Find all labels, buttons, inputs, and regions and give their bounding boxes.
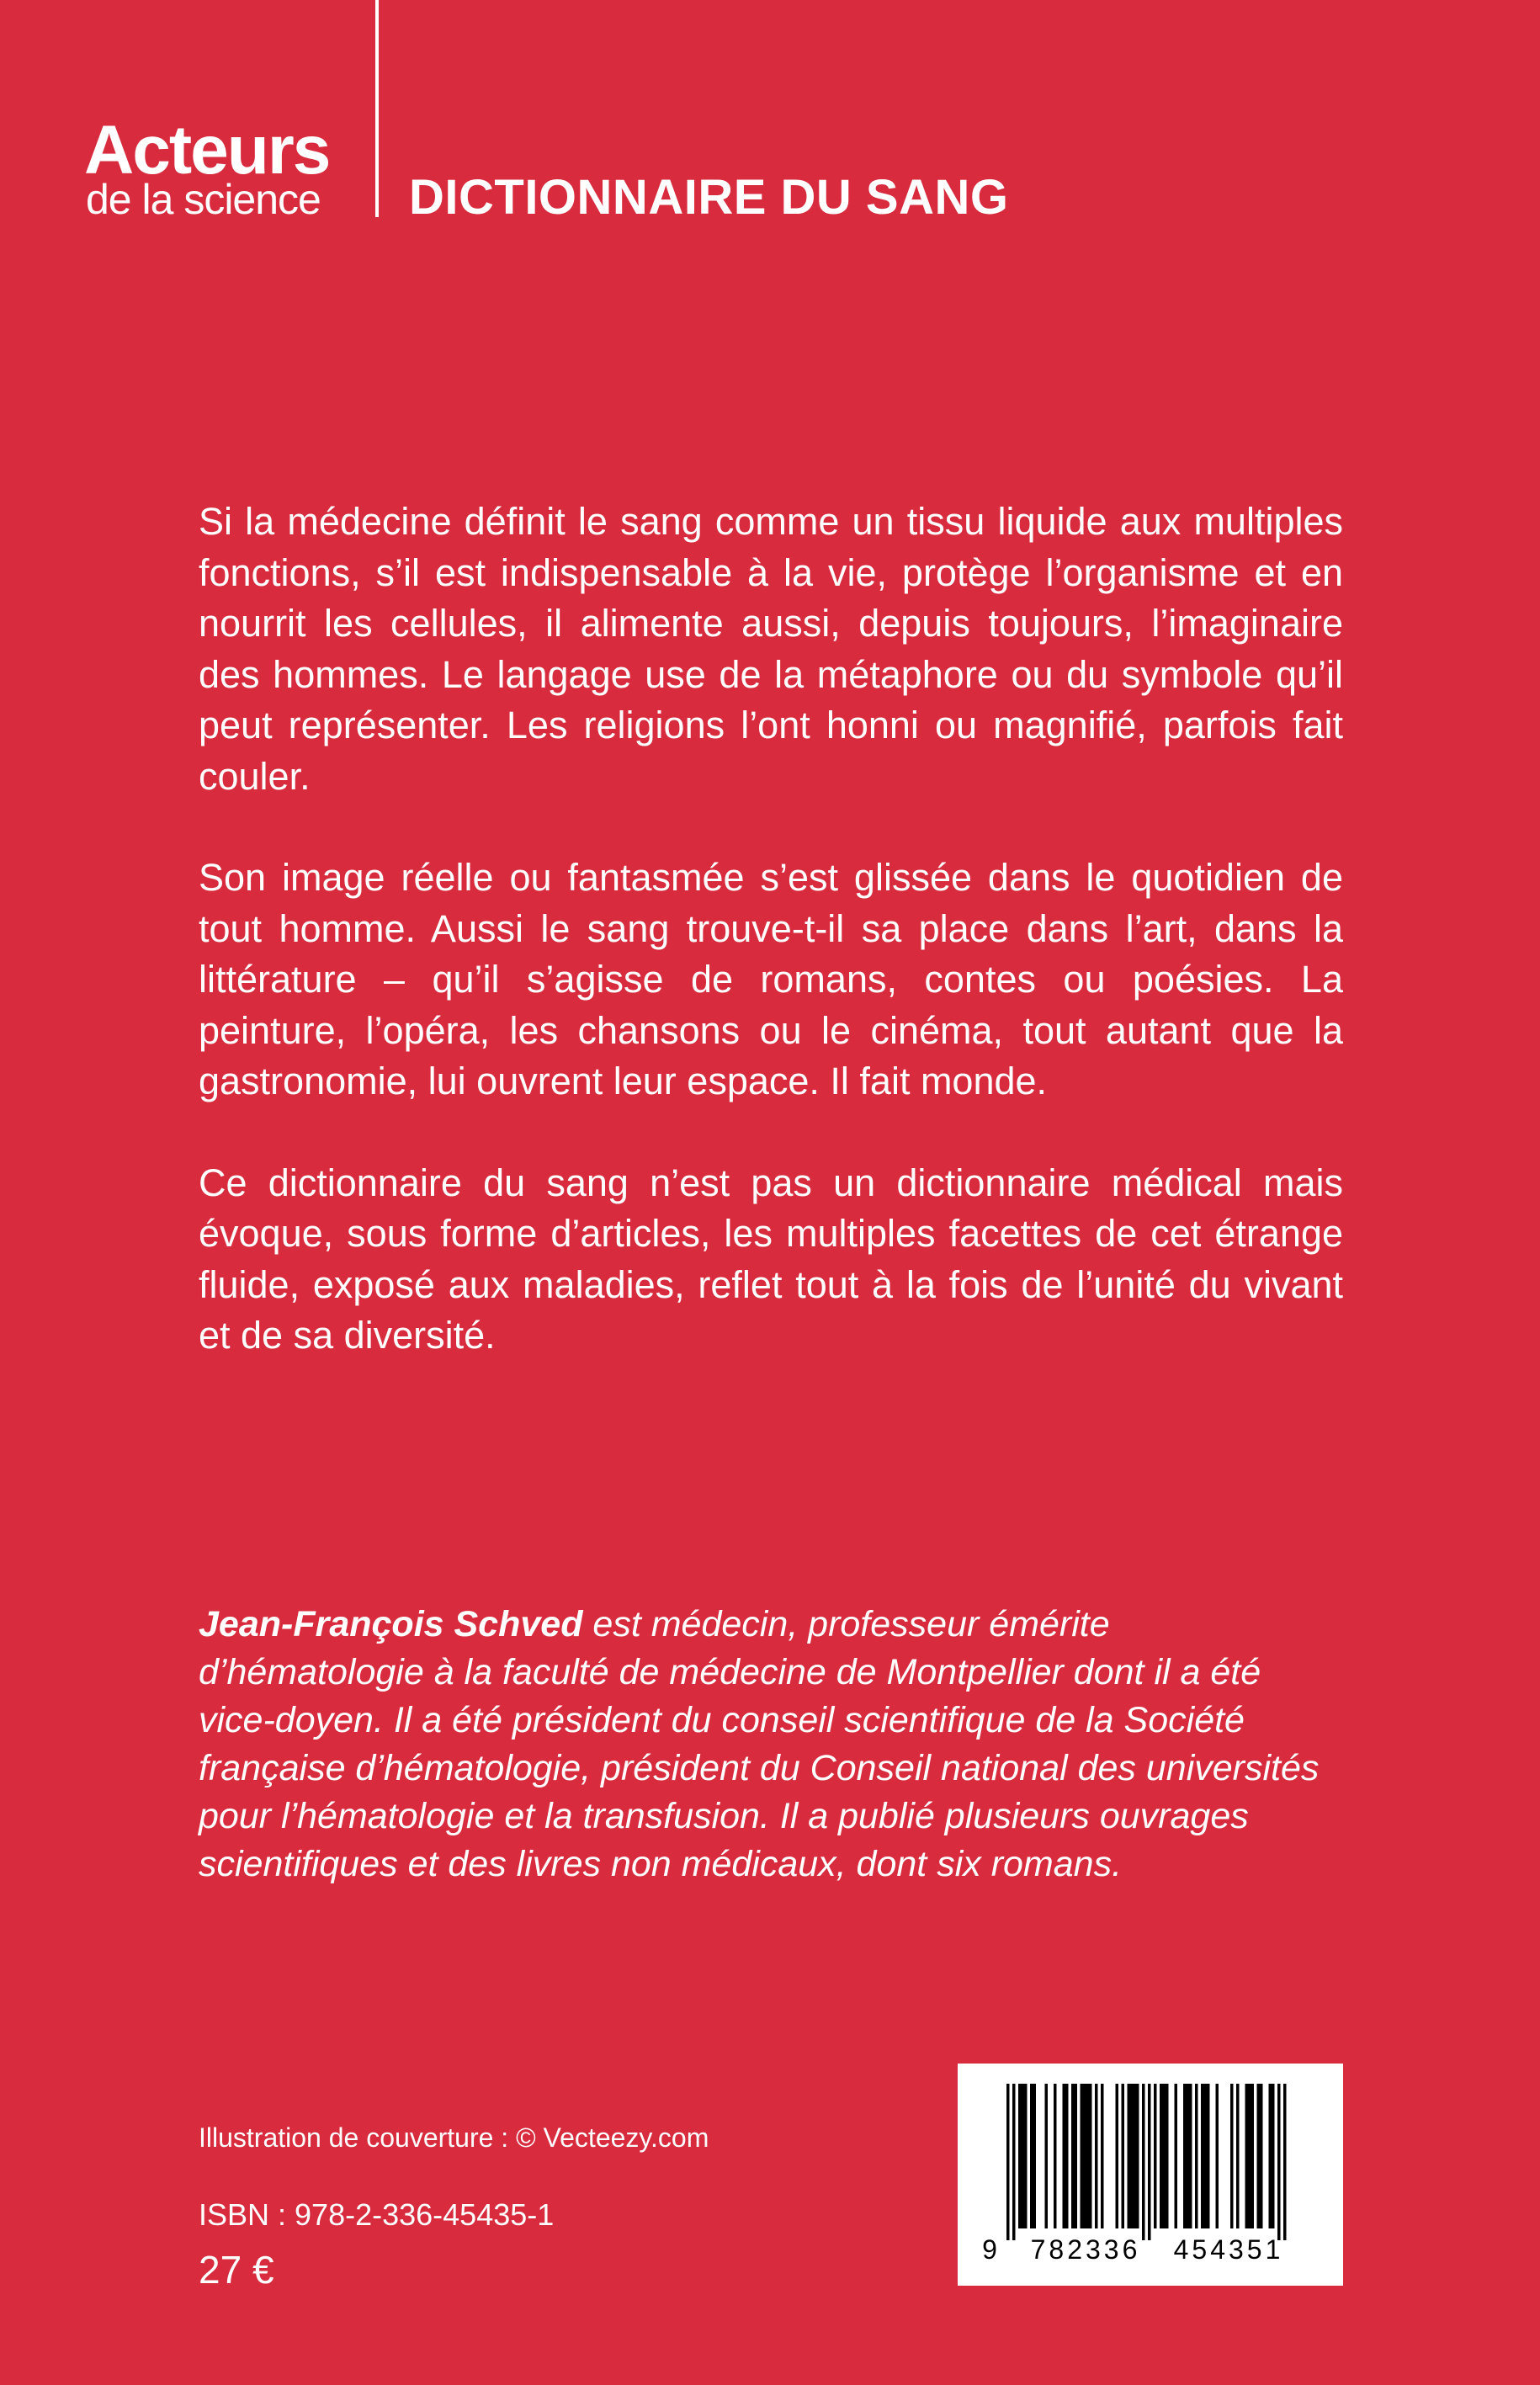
barcode-bar — [1065, 2084, 1069, 2228]
barcode-digits-right: 454351 — [1173, 2234, 1284, 2265]
barcode-bar — [1251, 2084, 1255, 2228]
barcode-bar — [1201, 2084, 1204, 2228]
blurb-paragraph-1: Si la médecine définit le sang comme un tissu liquide aux multiples fonctions, s’il est indispensable à la vie, protège l’organisme et en nourrit les cellules, il alimente aussi, depuis toujours, l’imaginaire des hommes. Le langage use de la métaphore ou du symbole qu’il peut représenter. Les religions l’ont honni ou magnifié, parfois fait couler. — [199, 500, 1343, 798]
brand-tagline: de la science — [86, 176, 321, 223]
barcode — [958, 2064, 1343, 2286]
header-divider — [375, 0, 379, 217]
barcode-bar — [1216, 2084, 1219, 2228]
barcode-bar — [1134, 2084, 1137, 2228]
barcode-bar — [1257, 2084, 1261, 2228]
barcode-bar — [1086, 2084, 1090, 2228]
barcode-bar — [1075, 2084, 1078, 2228]
barcode-guard-bar — [1142, 2084, 1145, 2240]
barcode-bar — [1081, 2084, 1084, 2228]
illustration-credit: Illustration de couverture : © Vecteezy.com — [199, 2122, 709, 2153]
barcode-bar — [1236, 2084, 1240, 2228]
barcode-bar — [1207, 2084, 1210, 2228]
isbn: ISBN : 978-2-336-45435-1 — [199, 2197, 555, 2232]
barcode-digit-lead: 9 — [982, 2234, 997, 2265]
barcode-guard-bar — [1006, 2084, 1010, 2240]
barcode-bar — [1187, 2084, 1190, 2228]
barcode-bar — [1128, 2084, 1131, 2228]
barcode-graphic — [958, 2064, 1343, 2286]
barcode-bar — [1089, 2084, 1092, 2228]
barcode-guard-bar — [1277, 2084, 1281, 2240]
blurb-paragraph-3: Ce dictionnaire du sang n’est pas un dictionnaire médical mais évoque, sous forme d’articles, les multiples facettes de cet étrange fluide, exposé aux maladies, reflet tout à la fois de l’unité du vivant et de sa diversité. — [199, 1161, 1343, 1357]
blurb — [199, 497, 1343, 1412]
barcode-bar — [1030, 2084, 1033, 2228]
barcode-bar — [1024, 2084, 1028, 2228]
barcode-bar — [1136, 2084, 1139, 2228]
barcode-guard-bar — [1148, 2084, 1151, 2240]
barcode-bar — [1269, 2084, 1272, 2228]
barcode-bar — [1183, 2084, 1187, 2228]
brand-name: Acteurs — [84, 112, 330, 189]
barcode-bar — [1248, 2084, 1251, 2228]
barcode-guard-bar — [1012, 2084, 1016, 2240]
barcode-bar — [1260, 2084, 1263, 2228]
barcode-bar — [1230, 2084, 1234, 2228]
barcode-bar — [1154, 2084, 1157, 2228]
barcode-bar — [1163, 2084, 1166, 2228]
barcode-guard-bar — [1283, 2084, 1287, 2240]
barcode-bar — [1175, 2084, 1178, 2228]
blurb-paragraph-2: Son image réelle ou fantasmée s’est glissée dans le quotidien de tout homme. Aussi le sang trouve-t-il sa place dans l’art, dans la littérature – qu’il s’agisse de romans, contes ou poésies. La peinture, l’opéra, les chansons ou le cinéma, tout autant que la gastronomie, lui ouvrent leur espace. Il fait monde. — [199, 856, 1343, 1102]
barcode-bar — [1022, 2084, 1025, 2228]
price: 27 € — [199, 2248, 274, 2292]
barcode-bar — [1101, 2084, 1104, 2228]
barcode-bar — [1033, 2084, 1037, 2228]
barcode-bar — [1245, 2084, 1249, 2228]
barcode-bar — [1166, 2084, 1169, 2228]
barcode-bar — [1130, 2084, 1134, 2228]
barcode-bar — [1195, 2084, 1198, 2228]
barcode-bar — [1204, 2084, 1208, 2228]
author-bio-text: est médecin, professeur émérite d’hématologie à la faculté de médecine de Montpellier dont il a été vice-doyen. Il a été président du conseil scientifique de la Société française d’hématologie, président du Conseil national des universités pour l’hématologie et la transfusion. Il a publié plusieurs ouvrages scientifiques et des livres non médicaux, dont six romans. — [199, 1604, 1320, 1884]
barcode-bar — [1063, 2084, 1066, 2228]
barcode-bar — [1045, 2084, 1049, 2228]
barcode-bar — [1189, 2084, 1192, 2228]
barcode-bar — [1083, 2084, 1086, 2228]
barcode-bar — [1018, 2084, 1022, 2228]
author-name: Jean-François Schved — [199, 1604, 583, 1644]
barcode-bar — [1116, 2084, 1119, 2228]
barcode-bar — [1160, 2084, 1163, 2228]
barcode-bar — [1054, 2084, 1057, 2228]
barcode-digits-left: 782336 — [1030, 2234, 1141, 2265]
barcode-bar — [1071, 2084, 1075, 2228]
barcode-bar — [1122, 2084, 1125, 2228]
book-title: DICTIONNAIRE DU SANG — [409, 170, 1009, 225]
barcode-bar — [1272, 2084, 1275, 2228]
author-bio — [199, 1601, 1343, 1888]
barcode-bar — [1095, 2084, 1098, 2228]
